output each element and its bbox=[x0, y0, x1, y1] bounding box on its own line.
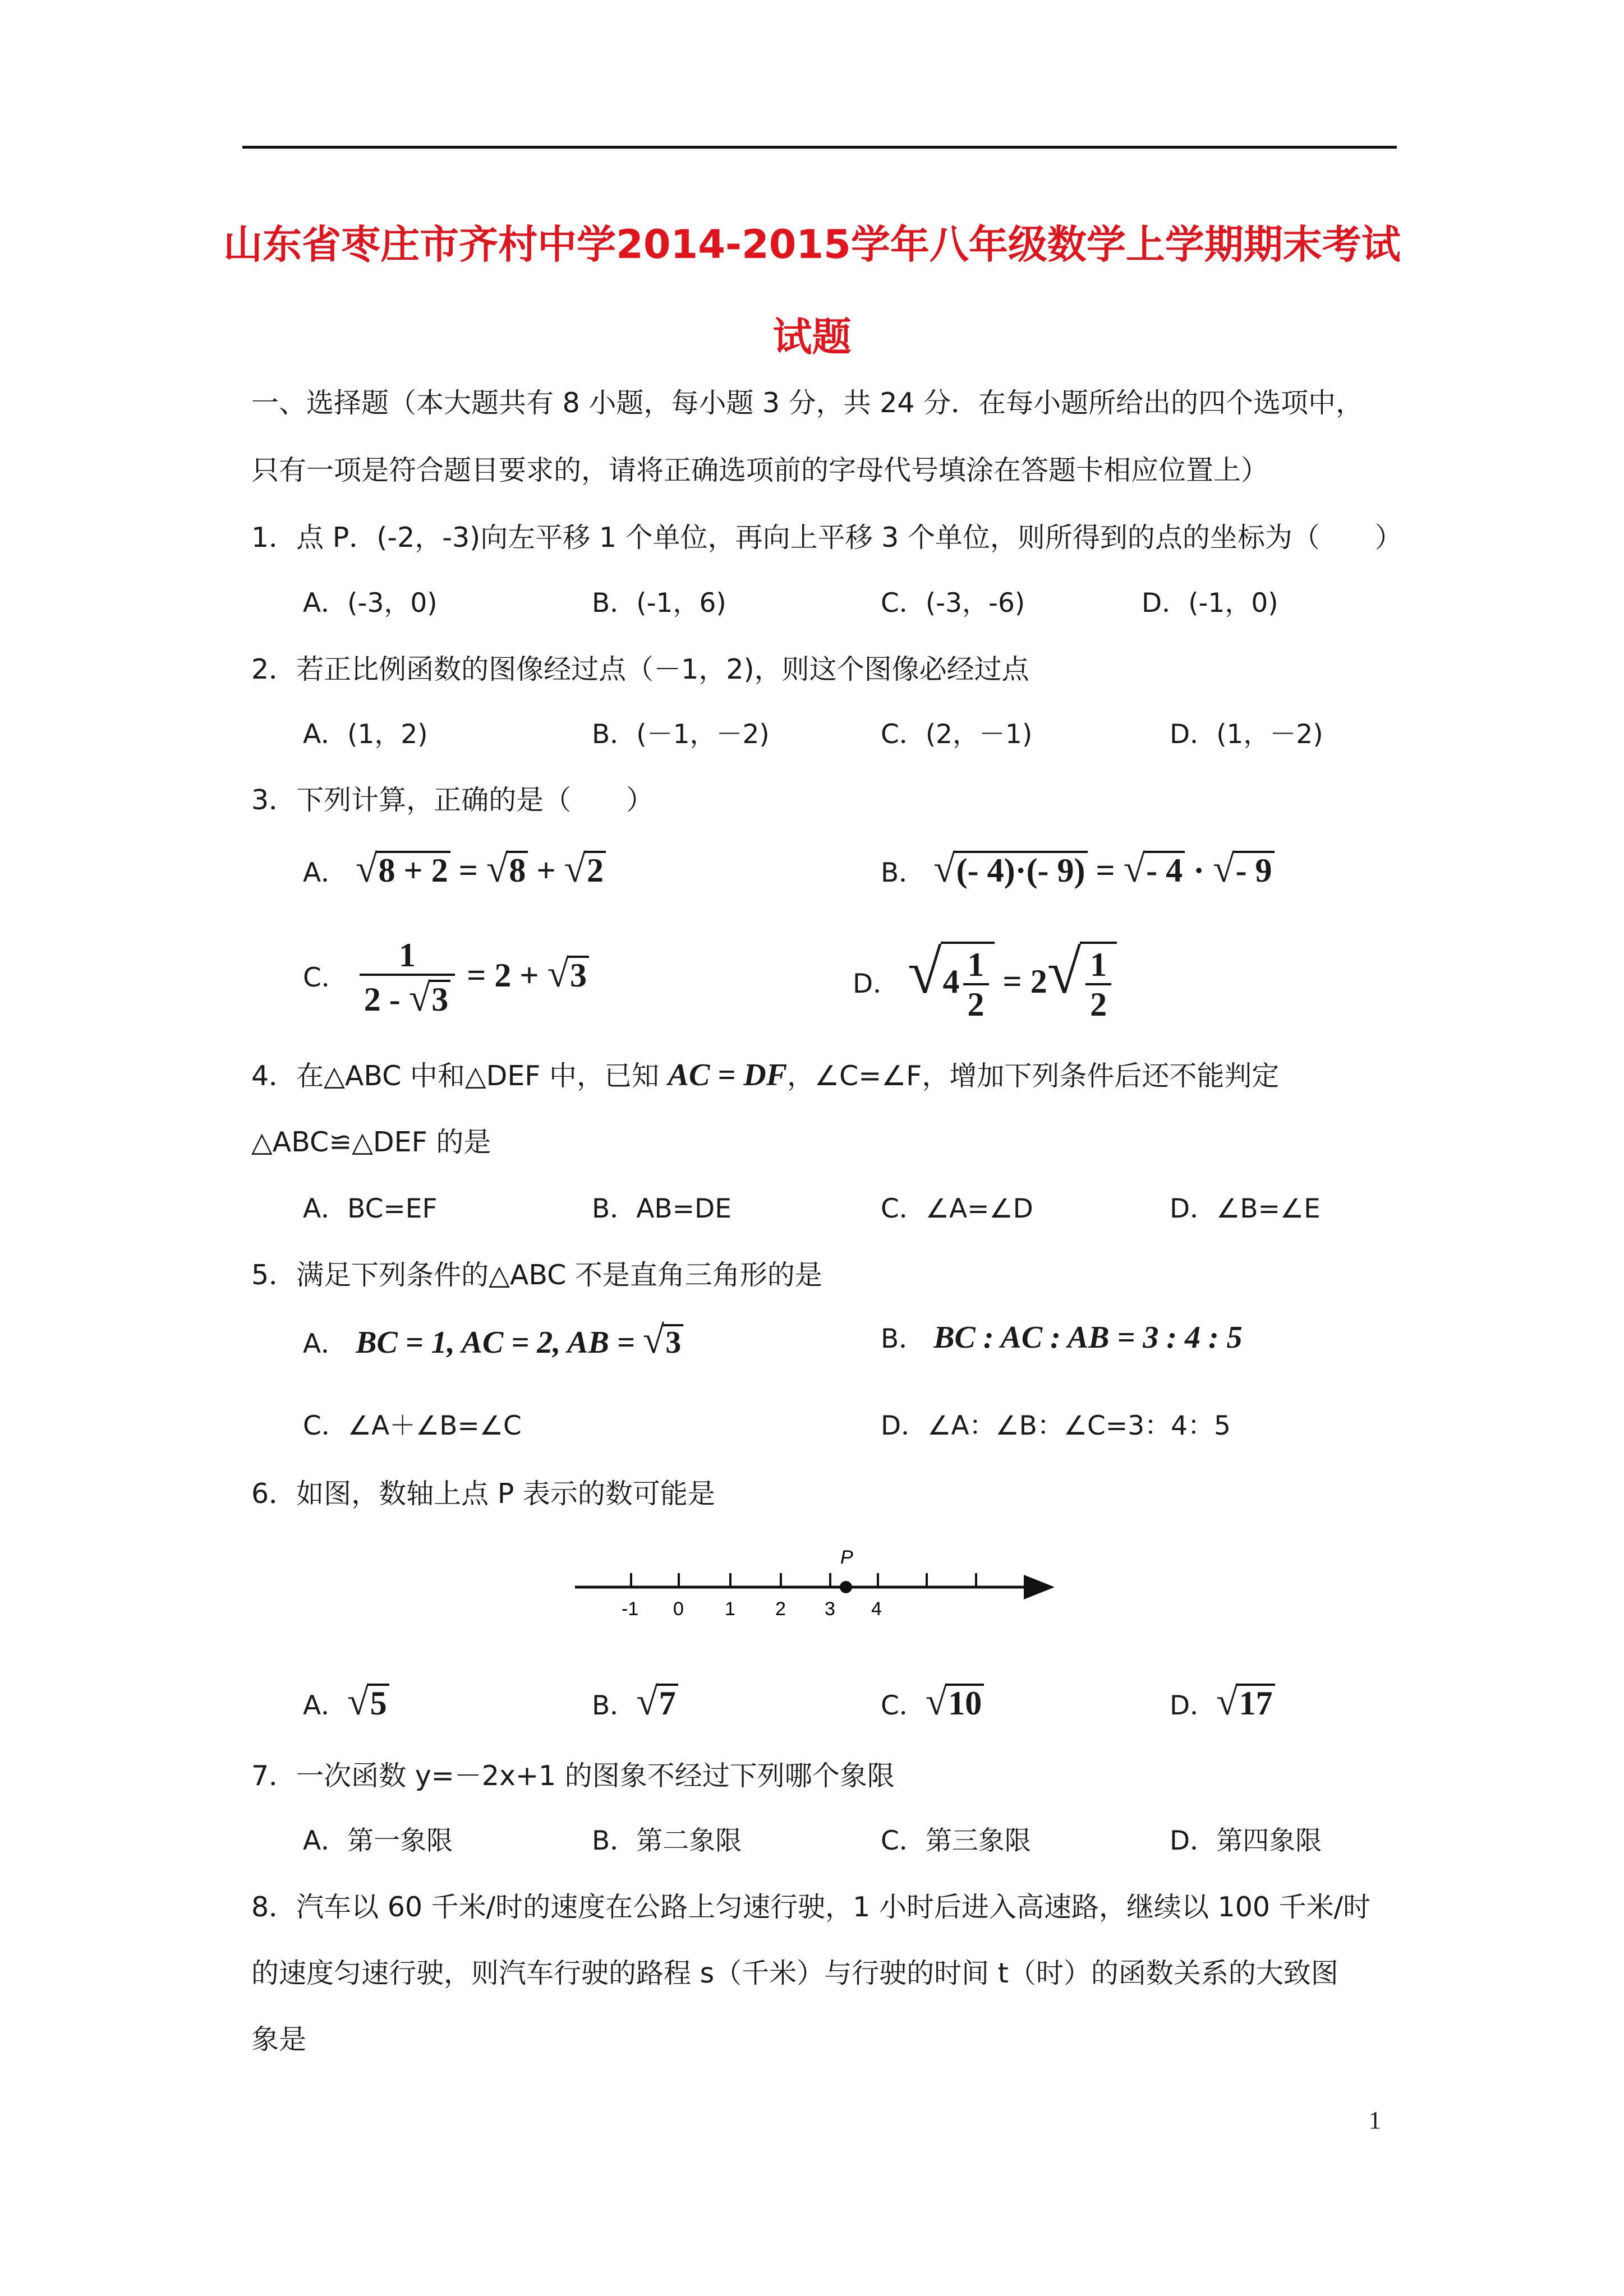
option-label: A． bbox=[303, 1329, 348, 1359]
page-title: 山东省枣庄市齐村中学2014-2015学年八年级数学上学期期末考试 bbox=[223, 222, 1401, 268]
question-6-option-b: B．√7 bbox=[592, 1680, 678, 1725]
question-6-option-d: D．√17 bbox=[1170, 1680, 1275, 1725]
question-1-option-d: D．(-1，0) bbox=[1142, 588, 1278, 619]
question-1-option-a: A．(-3，0) bbox=[303, 588, 438, 619]
option-a-expression: √8 + 2 = √8 + √2 bbox=[356, 852, 606, 889]
question-8-stem: 8．汽车以 60 千米/时的速度在公路上匀速行驶，1 小时后进入高速路，继续以 100 千米/时 bbox=[251, 1891, 1371, 1923]
question-5-option-d: D．∠A：∠B：∠C=3：4：5 bbox=[881, 1410, 1231, 1441]
question-2-option-d: D．(1，－2) bbox=[1170, 719, 1323, 750]
question-2-option-c: C．(2，－1) bbox=[881, 719, 1033, 750]
option-c-expression: $\frac{1}{2 - √3}$ = 2 + √3 bbox=[356, 957, 589, 994]
question-3-option-b bbox=[881, 847, 1275, 892]
question-4-option-c: C．∠A=∠D bbox=[881, 1193, 1033, 1224]
page-title-continued: 试题 bbox=[772, 314, 852, 360]
question-6-option-c: C．√10 bbox=[881, 1680, 984, 1725]
question-5-option-a bbox=[303, 1318, 683, 1363]
tick-label: 4 bbox=[871, 1598, 882, 1620]
question-6-stem: 6．如图，数轴上点 P 表示的数可能是 bbox=[251, 1478, 715, 1510]
option-label: B． bbox=[881, 857, 926, 888]
option-label: A． bbox=[303, 857, 348, 888]
option-a-expression: BC = 1, AC = 2, AB = √3 bbox=[356, 1325, 683, 1360]
section-instructions-continued: 只有一项是符合题目要求的，请将正确选项前的字母代号填涂在答题卡相应位置上） bbox=[251, 454, 1269, 486]
point-p-marker bbox=[840, 1581, 852, 1593]
question-3-option-a bbox=[303, 847, 606, 892]
question-3-option-c bbox=[303, 937, 589, 1021]
tick-label: 2 bbox=[775, 1598, 786, 1620]
number-line-figure bbox=[572, 1537, 1066, 1632]
question-1-stem: 1．点 P．(-2，-3)向左平移 1 个单位，再向上平移 3 个单位，则所得到的点的坐标为（ ） bbox=[251, 522, 1402, 554]
tick-label: -1 bbox=[622, 1598, 639, 1620]
question-6-option-a: A．√5 bbox=[303, 1680, 389, 1725]
point-p-label: P bbox=[840, 1547, 853, 1568]
option-d-expression: √4 $\frac{1}{2}$ = 2√ $\frac{1}{2}$ bbox=[908, 963, 1117, 1000]
question-4-option-d: D．∠B=∠E bbox=[1170, 1193, 1321, 1224]
question-7-option-a: A．第一象限 bbox=[303, 1825, 453, 1856]
question-2-option-a: A．(1，2) bbox=[303, 719, 428, 750]
question-1-option-c: C．(-3，-6) bbox=[881, 588, 1025, 619]
tick-label: 1 bbox=[725, 1598, 735, 1620]
section-instructions: 一、选择题（本大题共有 8 小题，每小题 3 分，共 24 分．在每小题所给出的四个选项中， bbox=[251, 387, 1364, 419]
question-4-stem: 4．在△ABC 中和△DEF 中，已知 AC = DF，∠C=∠F，增加下列条件后还不能判定 bbox=[251, 1058, 1280, 1092]
question-5-stem: 5．满足下列条件的△ABC 不是直角三角形的是 bbox=[251, 1259, 822, 1291]
question-8-stem-continued: 的速度匀速行驶，则汽车行驶的路程 s（千米）与行驶的时间 t（时）的函数关系的大致图 bbox=[251, 1957, 1338, 1989]
question-4-option-b: B．AB=DE bbox=[592, 1193, 732, 1224]
tick-label: 3 bbox=[825, 1598, 835, 1620]
tick-label: 0 bbox=[673, 1598, 684, 1620]
option-label: C． bbox=[303, 962, 348, 994]
header-rule bbox=[242, 146, 1397, 149]
question-7-option-d: D．第四象限 bbox=[1170, 1825, 1322, 1856]
question-4-stem-continued: △ABC≌△DEF 的是 bbox=[251, 1126, 491, 1158]
question-2-option-b: B．(－1，－2) bbox=[592, 719, 770, 750]
question-7-stem: 7．一次函数 y=－2x+1 的图象不经过下列哪个象限 bbox=[251, 1760, 895, 1792]
question-5-option-b bbox=[881, 1318, 1243, 1356]
number-line-ticks bbox=[631, 1573, 976, 1587]
question-4-option-a: A．BC=EF bbox=[303, 1193, 438, 1224]
question-3-option-d bbox=[853, 937, 1117, 1024]
option-label: D． bbox=[853, 969, 900, 999]
question-7-option-b: B．第二象限 bbox=[592, 1825, 742, 1856]
question-8-stem-end: 象是 bbox=[251, 2023, 307, 2055]
question-7-option-c: C．第三象限 bbox=[881, 1825, 1031, 1856]
option-b-expression: √(- 4)·(- 9) = √- 4 · √- 9 bbox=[933, 852, 1274, 889]
question-5-option-c: C．∠A＋∠B=∠C bbox=[303, 1410, 522, 1441]
question-2-stem: 2．若正比例函数的图像经过点（－1，2)，则这个图像必经过点 bbox=[251, 653, 1029, 685]
option-label: B． bbox=[881, 1324, 926, 1354]
question-3-stem: 3．下列计算，正确的是（ ） bbox=[251, 784, 654, 816]
number-line-arrow bbox=[1024, 1575, 1055, 1599]
question-1-option-b: B．(-1，6) bbox=[592, 588, 726, 619]
option-b-expression: BC : AC : AB = 3 : 4 : 5 bbox=[933, 1320, 1243, 1355]
page-number: 1 bbox=[1369, 2106, 1381, 2134]
